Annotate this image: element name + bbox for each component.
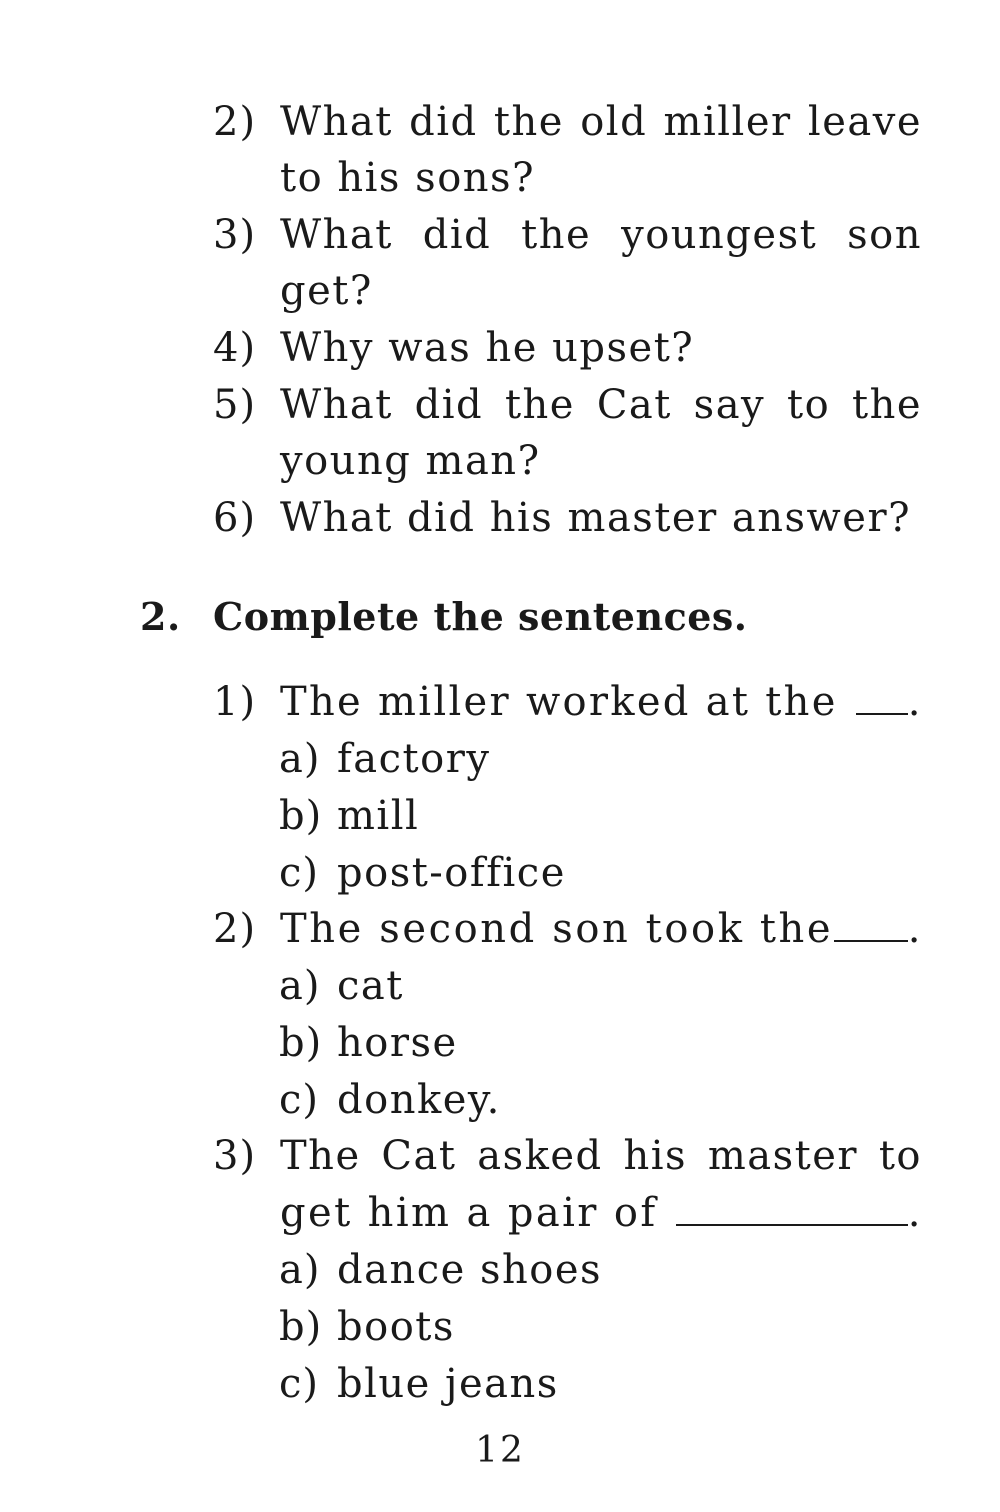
question-number: 6) <box>213 495 257 541</box>
answer-blank[interactable] <box>676 1223 908 1226</box>
question-text-line: What did the Cat say to the <box>280 382 922 428</box>
item-number: 1) <box>213 679 257 725</box>
option-text[interactable]: donkey. <box>337 1077 501 1123</box>
sentence-text: get him a pair of <box>280 1190 658 1236</box>
option-text[interactable]: post-office <box>337 850 566 896</box>
option-letter: a) <box>279 963 321 1009</box>
option-text[interactable]: boots <box>337 1304 455 1350</box>
sentence-text: The Cat asked his master to <box>280 1133 922 1179</box>
sentence-line <box>280 906 922 952</box>
question-text-line: young man? <box>280 438 541 484</box>
sentence-line <box>280 1190 922 1236</box>
sentence-end: . <box>907 906 922 952</box>
question-text-line: What did his master answer? <box>280 495 912 541</box>
exercise-title: Complete the sentences. <box>213 594 748 639</box>
option-text[interactable]: blue jeans <box>337 1361 559 1407</box>
item-number: 3) <box>213 1133 257 1179</box>
option-text[interactable]: dance shoes <box>337 1247 603 1293</box>
option-letter: b) <box>279 1020 323 1066</box>
question-text-line: What did the old miller leave <box>280 99 922 145</box>
option-letter: c) <box>279 1077 320 1123</box>
question-text-line: get? <box>280 268 373 314</box>
item-number: 2) <box>213 906 257 952</box>
option-letter: b) <box>279 1304 323 1350</box>
sentence-end: . <box>907 1190 922 1236</box>
option-letter: b) <box>279 793 323 839</box>
question-number: 3) <box>213 212 257 258</box>
option-text[interactable]: mill <box>337 793 420 839</box>
question-text-line: Why was he upset? <box>280 325 695 371</box>
question-number: 4) <box>213 325 257 371</box>
sentence-text: The miller worked at the <box>280 679 838 725</box>
question-number: 5) <box>213 382 257 428</box>
option-text[interactable]: cat <box>337 963 404 1009</box>
option-letter: a) <box>279 1247 321 1293</box>
option-text[interactable]: horse <box>337 1020 458 1066</box>
answer-blank[interactable] <box>856 712 908 715</box>
option-letter: c) <box>279 1361 320 1407</box>
question-text-line: What did the youngest son <box>280 212 922 258</box>
exercise-number: 2. <box>140 594 181 639</box>
question-number: 2) <box>213 99 257 145</box>
sentence-line <box>280 679 922 725</box>
page-number: 12 <box>475 1430 525 1471</box>
option-letter: a) <box>279 736 321 782</box>
question-text-line: to his sons? <box>280 155 536 201</box>
option-text[interactable]: factory <box>337 736 491 782</box>
sentence-end: . <box>907 679 922 725</box>
answer-blank[interactable] <box>834 939 908 942</box>
sentence-text: The second son took the <box>280 906 834 952</box>
option-letter: c) <box>279 850 320 896</box>
